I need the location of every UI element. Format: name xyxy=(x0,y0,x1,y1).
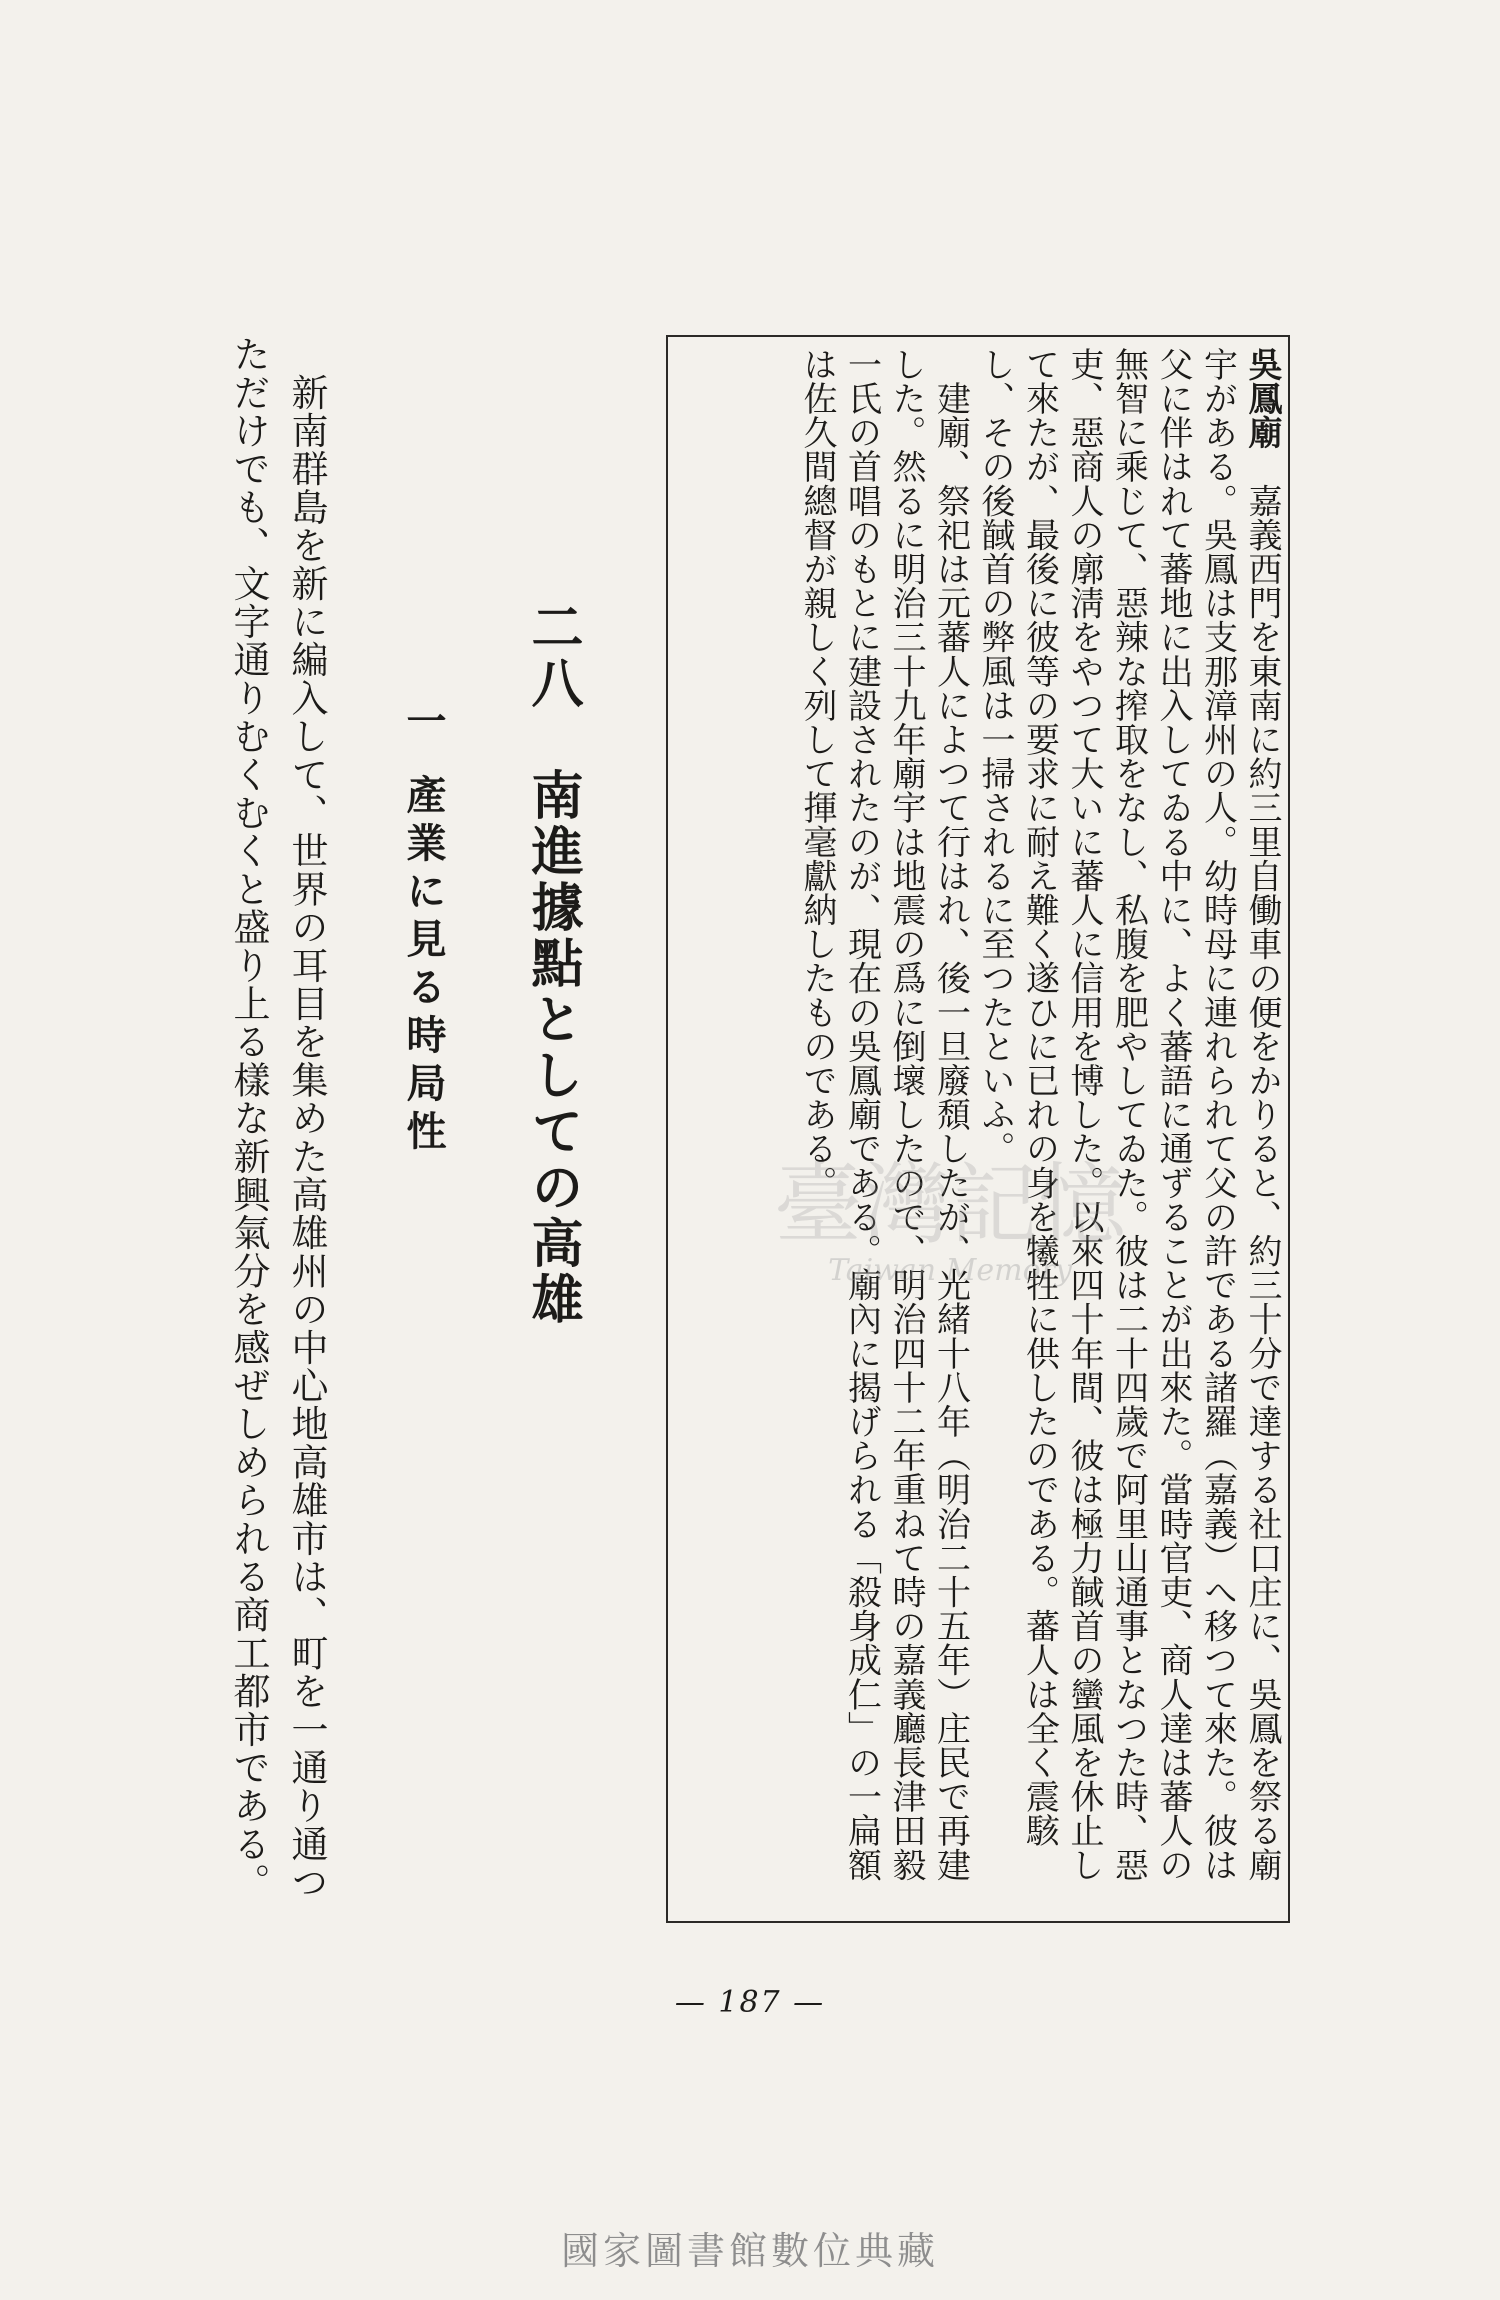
section-title: 產業に見る時局性 xyxy=(400,774,446,1158)
page-number: — 187 — xyxy=(674,1985,826,2020)
section-number: 一 xyxy=(400,700,446,748)
body-paragraph: 新南群島を新に編入して、世界の耳目を集めた高雄州の中心地高雄市は、町を一通り通つただけでも、文字通りむくむくと盛り上る樣な新興氣分を感ぜしめられる商工都市である。 xyxy=(227,335,328,1902)
note-box xyxy=(666,335,1290,1923)
library-footer-stamp: 國家圖書館數位典藏 xyxy=(560,2229,939,2273)
watermark-subtext: Taiwan Memory xyxy=(828,1253,1072,1288)
note-paragraph-1-text: 嘉義西門を東南に約三里自働車の便をかりると、約三十分で達する社口庄に、吳鳳を祭る廟宇がある。吳鳳は支那漳州の人。幼時母に連れられて父の許である諸羅（嘉義）へ移つて來た。彼は父に伴はれて蕃地に出入してゐる中に、よく蕃語に通ずることが出來た。當時官吏、商人達は蕃人の無智に乘じて、惡辣な搾取をなし、私腹を肥やしてゐた。彼は二十四歲で阿里山通事となつた時、惡吏、惡商人の廓淸をやつて大いに蕃人に信用を博した。以來四十年間、彼は極力馘首の蠻風を休止して來たが、最後に彼等の要求に耐え難く遂ひに已れの身を犧牲に供したのである。蕃人は全く震駭し、その後馘首の弊風は一掃されるに至つたといふ。 xyxy=(975,347,1282,1882)
chapter-heading: 二八 南進據點としての高雄 xyxy=(522,600,582,1328)
note-entry-title: 吳鳳廟 xyxy=(1242,347,1282,450)
taiwan-memory-watermark xyxy=(770,1130,1130,1330)
section-heading xyxy=(395,700,452,1158)
note-paragraph-2: 建廟、祭祀は元蕃人によつて行はれ、後一旦廢頹したが、光緒十八年（明治二十五年）庄民で再建した。然るに明治三十九年廟宇は地震の爲に倒壞したので、明治四十二年重ねて時の嘉義廳長津田毅一氏の首唱のもとに建設されたのが、現在の吳鳳廟である。廟內に揭げられる「殺身成仁」の一扁額は佐久間總督が親しく列して揮毫獻納したものである。 xyxy=(797,347,971,1882)
watermark-text: 臺灣記憶 xyxy=(773,1153,1127,1256)
